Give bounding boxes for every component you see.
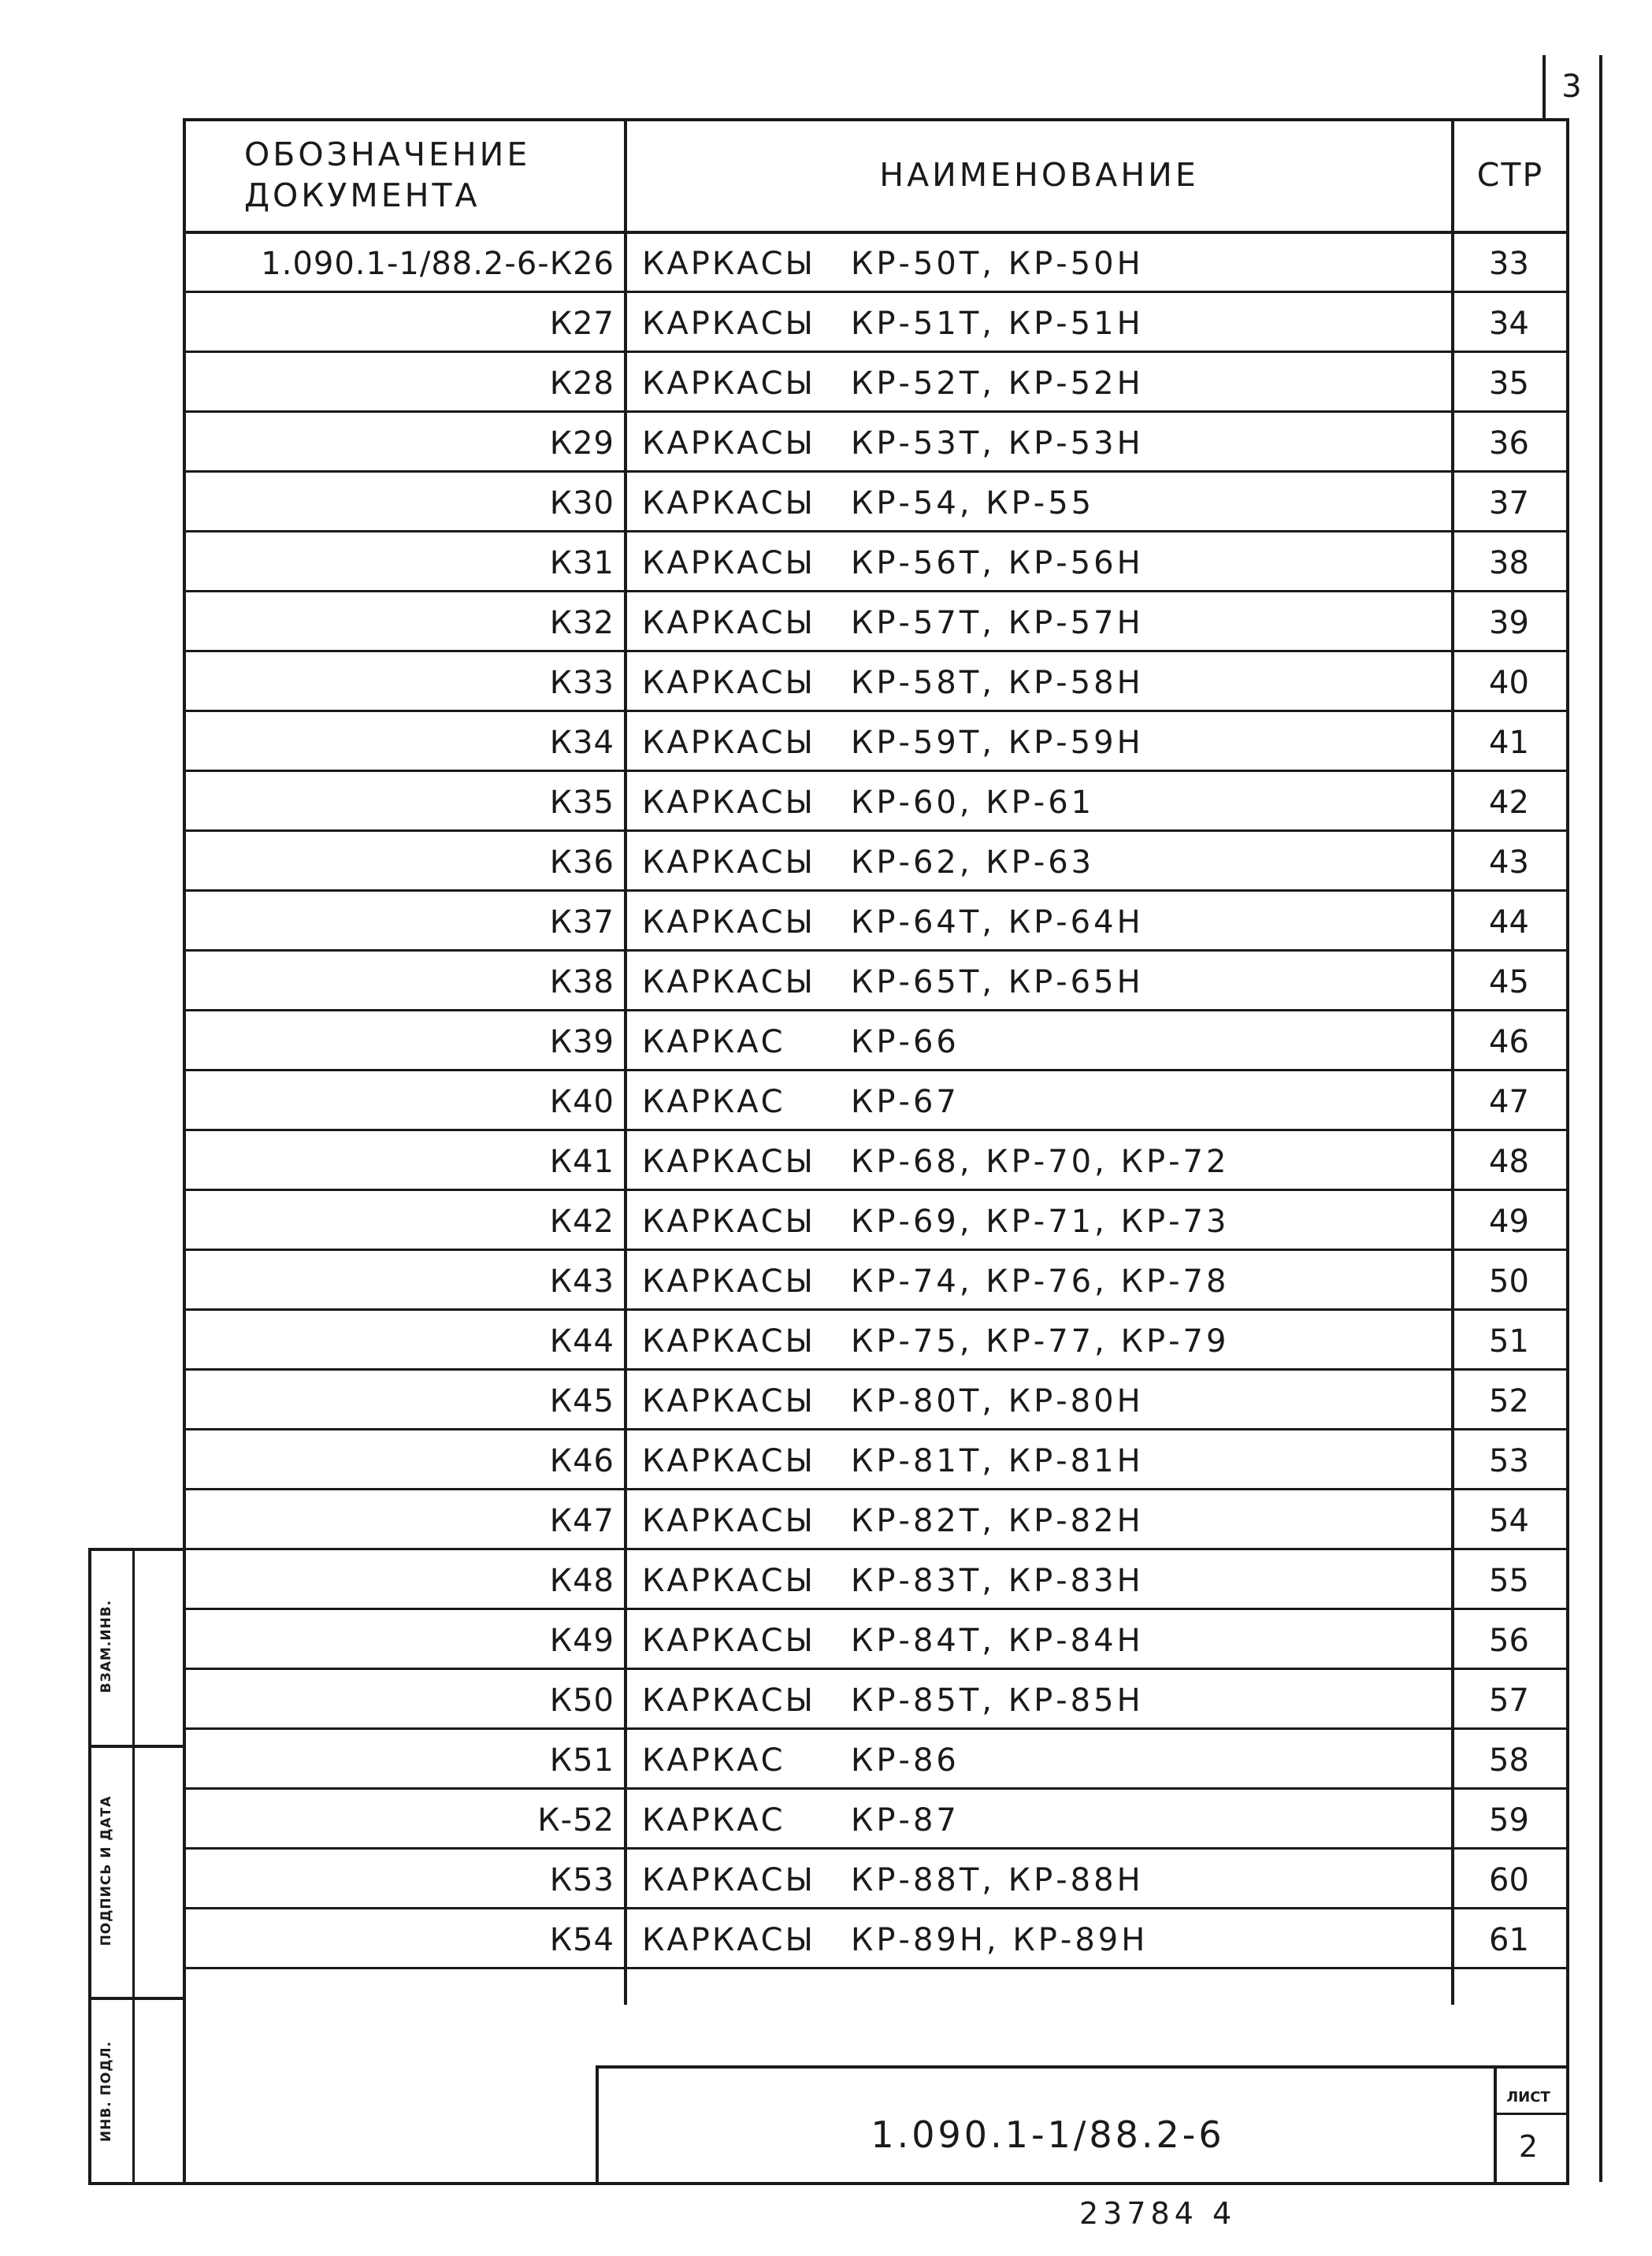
row-page: 50 [1489, 1263, 1529, 1300]
table-row [0, 1312, 1652, 1371]
frame-bottom-line [88, 2182, 1569, 2185]
row-marks: КР-53Т, КР-53Н [851, 425, 1144, 462]
row-marks: КР-64Т, КР-64Н [851, 904, 1144, 941]
row-page: 51 [1489, 1323, 1529, 1360]
row-page: 46 [1489, 1024, 1529, 1060]
row-bottom-line [183, 1727, 1569, 1730]
row-marks: КР-83Т, КР-83Н [851, 1563, 1144, 1599]
row-bottom-line [183, 949, 1569, 952]
row-marks: КР-81Т, КР-81Н [851, 1443, 1144, 1479]
row-bottom-line [183, 650, 1569, 652]
table-row [0, 1252, 1652, 1312]
row-page: 37 [1489, 485, 1529, 521]
stamp-top [88, 1548, 183, 1551]
row-bottom-line [183, 1129, 1569, 1131]
row-bottom-line [183, 889, 1569, 892]
table-row [0, 1731, 1652, 1790]
row-marks: КР-51Т, КР-51Н [851, 306, 1144, 342]
row-code: К39 [549, 1024, 614, 1060]
row-bottom-line [183, 410, 1569, 413]
table-row [0, 294, 1652, 354]
stamp-inv-original: ИНВ. ПОДЛ. [98, 2040, 114, 2143]
row-page: 45 [1489, 964, 1529, 1000]
row-code: К-52 [537, 1802, 614, 1839]
row-code: К42 [549, 1204, 614, 1240]
table-top-line [183, 118, 1569, 121]
row-kind: КАРКАС [642, 1024, 785, 1060]
row-page: 52 [1489, 1383, 1529, 1419]
row-code: К38 [549, 964, 614, 1000]
row-page: 61 [1489, 1922, 1529, 1958]
row-kind: КАРКАСЫ [642, 365, 815, 402]
row-page: 33 [1489, 246, 1529, 282]
table-row [0, 1491, 1652, 1551]
table-row [0, 833, 1652, 892]
row-bottom-line [183, 1428, 1569, 1430]
sheet-label: ЛИСТ [1506, 2089, 1550, 2106]
row-page: 58 [1489, 1742, 1529, 1779]
stamp-exchange-inv: ВЗАМ.ИНВ. [98, 1599, 114, 1694]
row-kind: КАРКАСЫ [642, 485, 815, 521]
row-bottom-line [183, 829, 1569, 832]
row-page: 49 [1489, 1204, 1529, 1240]
row-code: К51 [549, 1742, 614, 1779]
row-bottom-line [183, 530, 1569, 532]
row-kind: КАРКАСЫ [642, 306, 815, 342]
row-kind: КАРКАСЫ [642, 1503, 815, 1539]
table-row [0, 713, 1652, 773]
row-kind: КАРКАСЫ [642, 844, 815, 881]
row-kind: КАРКАСЫ [642, 545, 815, 581]
row-kind: КАРКАСЫ [642, 1563, 815, 1599]
document-code: 1.090.1-1/88.2-6 [871, 2113, 1225, 2156]
row-marks: КР-88Т, КР-88Н [851, 1862, 1144, 1898]
row-page: 54 [1489, 1503, 1529, 1539]
row-code: К33 [549, 665, 614, 701]
table-row [0, 1551, 1652, 1611]
row-code: К30 [549, 485, 614, 521]
row-bottom-line [183, 710, 1569, 712]
table-row [0, 773, 1652, 833]
row-marks: КР-52Т, КР-52Н [851, 365, 1144, 402]
row-marks: КР-65Т, КР-65Н [851, 964, 1144, 1000]
row-bottom-line [183, 770, 1569, 772]
row-bottom-line [183, 1009, 1569, 1011]
row-bottom-line [183, 1368, 1569, 1371]
row-marks: КР-85Т, КР-85Н [851, 1683, 1144, 1719]
row-kind: КАРКАС [642, 1742, 785, 1779]
row-page: 39 [1489, 605, 1529, 641]
row-page: 42 [1489, 785, 1529, 821]
row-code: К43 [549, 1263, 614, 1300]
row-marks: КР-62, КР-63 [851, 844, 1095, 881]
row-marks: КР-80Т, КР-80Н [851, 1383, 1144, 1419]
row-bottom-line [183, 1249, 1569, 1251]
row-kind: КАРКАСЫ [642, 964, 815, 1000]
row-code: К27 [549, 306, 614, 342]
row-marks: КР-87 [851, 1802, 960, 1839]
row-page: 47 [1489, 1084, 1529, 1120]
row-page: 44 [1489, 904, 1529, 941]
row-code: К44 [549, 1323, 614, 1360]
row-marks: КР-50Т, КР-50Н [851, 246, 1144, 282]
table-row [0, 593, 1652, 653]
table-row [0, 1910, 1652, 1970]
sheet-number-right-border [1599, 55, 1602, 118]
row-marks: КР-68, КР-70, КР-72 [851, 1144, 1230, 1180]
row-kind: КАРКАСЫ [642, 425, 815, 462]
table-row [0, 1371, 1652, 1431]
row-bottom-line [183, 1069, 1569, 1071]
row-marks: КР-69, КР-71, КР-73 [851, 1204, 1230, 1240]
row-page: 56 [1489, 1623, 1529, 1659]
row-marks: КР-59Т, КР-59Н [851, 725, 1144, 761]
row-code: 1.090.1-1/88.2-6-К26 [261, 246, 614, 282]
table-row [0, 1611, 1652, 1671]
row-kind: КАРКАСЫ [642, 725, 815, 761]
row-page: 38 [1489, 545, 1529, 581]
row-marks: КР-58Т, КР-58Н [851, 665, 1144, 701]
row-page: 55 [1489, 1563, 1529, 1599]
row-page: 57 [1489, 1683, 1529, 1719]
sheet-number: 3 [1561, 69, 1582, 105]
row-bottom-line [183, 1967, 1569, 1969]
row-bottom-line [183, 1847, 1569, 1850]
row-bottom-line [183, 1189, 1569, 1191]
stamp-sep-2 [88, 1997, 183, 2000]
row-marks: КР-57Т, КР-57Н [851, 605, 1144, 641]
row-bottom-line [183, 291, 1569, 293]
table-row [0, 1431, 1652, 1491]
row-bottom-line [183, 351, 1569, 353]
row-marks: КР-56Т, КР-56Н [851, 545, 1144, 581]
row-kind: КАРКАСЫ [642, 1383, 815, 1419]
row-code: К41 [549, 1144, 614, 1180]
row-kind: КАРКАСЫ [642, 1443, 815, 1479]
row-page: 40 [1489, 665, 1529, 701]
table-row [0, 1671, 1652, 1731]
row-kind: КАРКАСЫ [642, 785, 815, 821]
row-marks: КР-54, КР-55 [851, 485, 1095, 521]
table-row [0, 952, 1652, 1012]
row-marks: КР-60, КР-61 [851, 785, 1095, 821]
table-row [0, 892, 1652, 952]
stamp-outer-left [88, 1548, 91, 2182]
row-bottom-line [183, 1787, 1569, 1790]
row-code: К48 [549, 1563, 614, 1599]
row-kind: КАРКАСЫ [642, 1144, 815, 1180]
row-code: К34 [549, 725, 614, 761]
stamp-signature-date: ПОДПИСЬ И ДАТА [98, 1795, 114, 1946]
table-row [0, 1850, 1652, 1910]
sheet-value: 2 [1518, 2129, 1539, 2164]
row-bottom-line [183, 1668, 1569, 1670]
table-row [0, 414, 1652, 473]
row-page: 34 [1489, 306, 1529, 342]
row-marks: КР-82Т, КР-82Н [851, 1503, 1144, 1539]
row-kind: КАРКАСЫ [642, 1683, 815, 1719]
row-marks: КР-86 [851, 1742, 960, 1779]
header-designation [244, 134, 622, 216]
row-code: К31 [549, 545, 614, 581]
row-page: 60 [1489, 1862, 1529, 1898]
row-code: К29 [549, 425, 614, 462]
row-page: 36 [1489, 425, 1529, 462]
row-code: К50 [549, 1683, 614, 1719]
row-page: 53 [1489, 1443, 1529, 1479]
row-code: К37 [549, 904, 614, 941]
stamp-sep-1 [88, 1745, 183, 1748]
row-page: 48 [1489, 1144, 1529, 1180]
row-page: 41 [1489, 725, 1529, 761]
row-kind: КАРКАСЫ [642, 605, 815, 641]
row-marks: КР-74, КР-76, КР-78 [851, 1263, 1230, 1300]
row-marks: КР-89Н, КР-89Н [851, 1922, 1149, 1958]
row-kind: КАРКАСЫ [642, 904, 815, 941]
row-bottom-line [183, 1488, 1569, 1490]
row-code: К40 [549, 1084, 614, 1120]
table-row [0, 653, 1652, 713]
archive-number: 23784 4 [1079, 2196, 1237, 2231]
header-name: НАИМЕНОВАНИЕ [879, 156, 1199, 194]
row-marks: КР-66 [851, 1024, 960, 1060]
table-row [0, 533, 1652, 593]
row-bottom-line [183, 1907, 1569, 1909]
row-code: К32 [549, 605, 614, 641]
row-kind: КАРКАСЫ [642, 665, 815, 701]
row-kind: КАРКАСЫ [642, 1862, 815, 1898]
row-code: К35 [549, 785, 614, 821]
table-row [0, 1790, 1652, 1850]
row-code: К28 [549, 365, 614, 402]
row-kind: КАРКАСЫ [642, 1323, 815, 1360]
row-marks: КР-67 [851, 1084, 960, 1120]
row-bottom-line [183, 1608, 1569, 1610]
row-code: К45 [549, 1383, 614, 1419]
row-bottom-line [183, 1308, 1569, 1311]
row-kind: КАРКАСЫ [642, 1922, 815, 1958]
row-page: 35 [1489, 365, 1529, 402]
row-kind: КАРКАСЫ [642, 1263, 815, 1300]
title-block-top [596, 2065, 1569, 2069]
header-designation-line1: ОБОЗНАЧЕНИЕ [244, 135, 531, 173]
row-kind: КАРКАСЫ [642, 1623, 815, 1659]
header-designation-line2: ДОКУМЕНТА [244, 176, 481, 214]
row-code: К36 [549, 844, 614, 881]
row-kind: КАРКАСЫ [642, 1204, 815, 1240]
row-page: 59 [1489, 1802, 1529, 1839]
table-row [0, 1012, 1652, 1072]
table-row [0, 1132, 1652, 1192]
table-row [0, 473, 1652, 533]
row-code: К54 [549, 1922, 614, 1958]
row-code: К49 [549, 1623, 614, 1659]
stamp-inner-divider [132, 1548, 135, 2182]
row-kind: КАРКАС [642, 1802, 785, 1839]
row-marks: КР-84Т, КР-84Н [851, 1623, 1144, 1659]
row-bottom-line [183, 470, 1569, 473]
row-kind: КАРКАСЫ [642, 246, 815, 282]
header-page: СТР [1476, 156, 1544, 194]
row-kind: КАРКАС [642, 1084, 785, 1120]
table-row [0, 234, 1652, 294]
row-marks: КР-75, КР-77, КР-79 [851, 1323, 1230, 1360]
row-bottom-line [183, 590, 1569, 592]
row-code: К46 [549, 1443, 614, 1479]
row-page: 43 [1489, 844, 1529, 881]
table-row [0, 1072, 1652, 1132]
row-code: К53 [549, 1862, 614, 1898]
row-code: К47 [549, 1503, 614, 1539]
row-bottom-line [183, 1548, 1569, 1550]
table-row [0, 1192, 1652, 1252]
table-row [0, 354, 1652, 414]
